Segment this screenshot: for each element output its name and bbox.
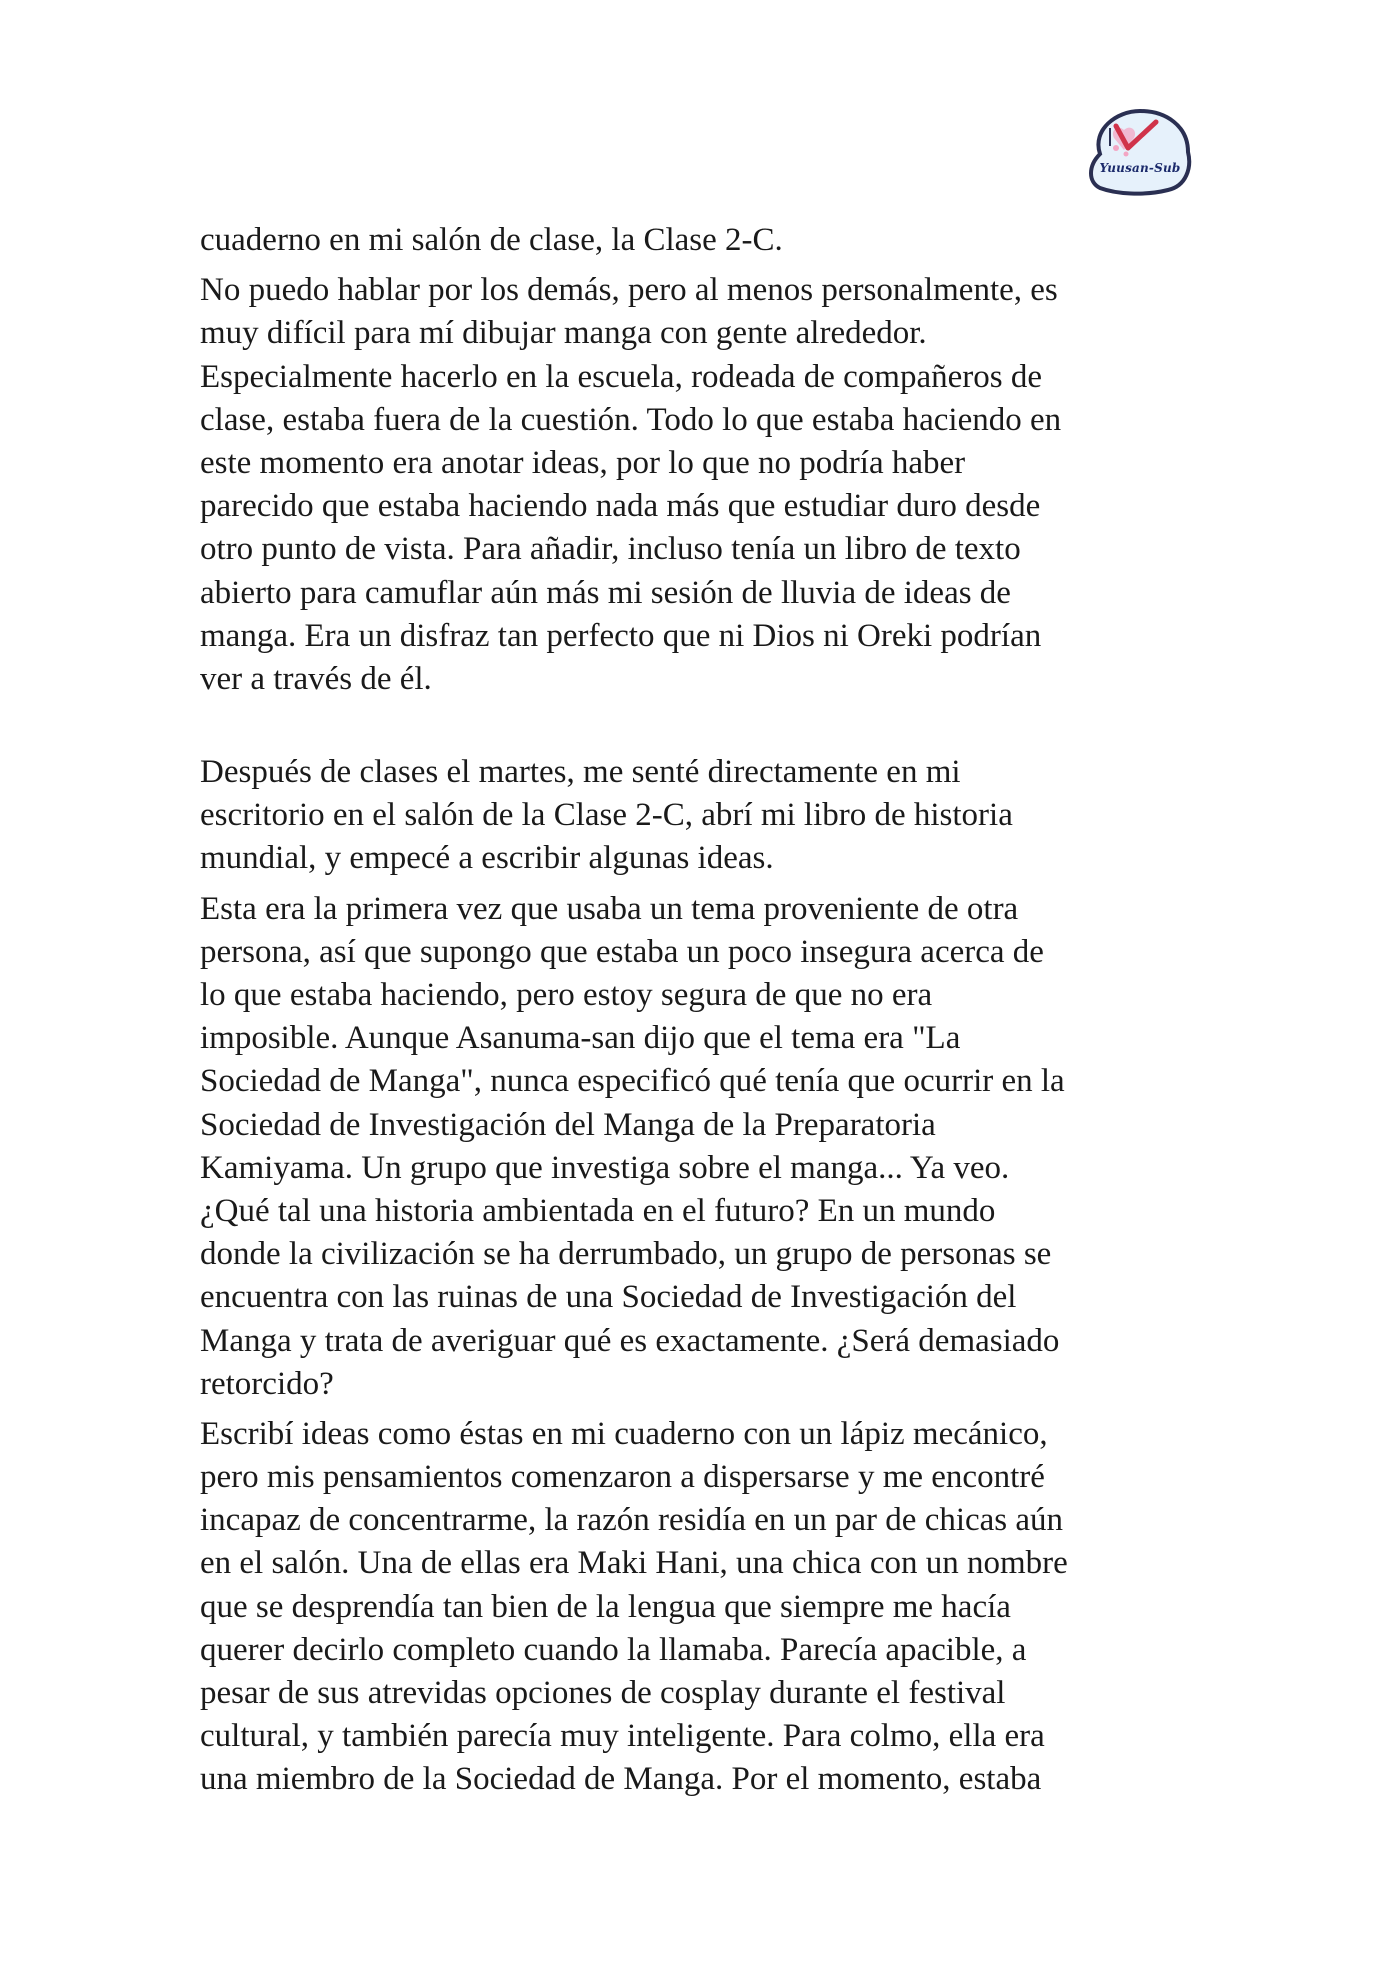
text-line: Sociedad de Investigación del Manga de la Preparatoria — [200, 1106, 936, 1143]
text-line: mundial, y empecé a escribir algunas ideas. — [200, 840, 774, 877]
text-line: manga. Era un disfraz tan perfecto que ni Dios ni Oreki podrían — [200, 617, 1042, 654]
text-line: cuaderno en mi salón de clase, la Clase 2-C. — [200, 222, 783, 258]
translator-logo — [1082, 108, 1198, 196]
paragraph — [200, 751, 1200, 881]
text-line: retorcido? — [200, 1365, 334, 1402]
text-line: Manga y trata de averiguar qué es exactamente. ¿Será demasiado — [200, 1322, 1060, 1359]
paragraph — [200, 1413, 1200, 1802]
paragraph — [200, 269, 1200, 701]
text-line: abierto para camuflar aún más mi sesión de lluvia de ideas de — [200, 574, 1011, 611]
text-line: que se desprendía tan bien de la lengua que siempre me hacía — [200, 1588, 1011, 1625]
text-line: cultural, y también parecía muy inteligente. Para colmo, ella era — [200, 1718, 1045, 1755]
text-line: pero mis pensamientos comenzaron a dispersarse y me encontré — [200, 1459, 1045, 1496]
text-line: muy difícil para mí dibujar manga con gente alrededor. — [200, 315, 927, 352]
heart-check-logo-icon — [1082, 108, 1198, 196]
text-line: incapaz de concentrarme, la razón residía en un par de chicas aún — [200, 1502, 1064, 1539]
text-line: otro punto de vista. Para añadir, incluso tenía un libro de texto — [200, 531, 1021, 568]
text-line: parecido que estaba haciendo nada más que estudiar duro desde — [200, 488, 1041, 525]
text-line: escritorio en el salón de la Clase 2-C, abrí mi libro de historia — [200, 797, 1013, 834]
text-line: donde la civilización se ha derrumbado, un grupo de personas se — [200, 1236, 1052, 1273]
text-line: clase, estaba fuera de la cuestión. Todo lo que estaba haciendo en — [200, 401, 1062, 438]
text-line: No puedo hablar por los demás, pero al menos personalmente, es — [200, 272, 1058, 309]
text-line: imposible. Aunque Asanuma-san dijo que el tema era "La — [200, 1020, 961, 1057]
text-line: pesar de sus atrevidas opciones de cosplay durante el festival — [200, 1675, 1006, 1711]
text-line: una miembro de la Sociedad de Manga. Por el momento, estaba — [200, 1761, 1042, 1798]
text-line: encuentra con las ruinas de una Sociedad de Investigación del — [200, 1279, 1017, 1316]
text-line: Esta era la primera vez que usaba un tema proveniente de otra — [200, 890, 1019, 927]
text-line: Después de clases el martes, me senté directamente en mi — [200, 754, 961, 791]
text-line: en el salón. Una de ellas era Maki Hani, una chica con un nombre — [200, 1545, 1068, 1582]
text-line: este momento era anotar ideas, por lo que no podría haber — [200, 444, 966, 481]
logo-text: Yuusan-Sub — [1099, 161, 1181, 175]
text-line: querer decirlo completo cuando la llamaba. Parecía apacible, a — [200, 1631, 1027, 1668]
text-line: lo que estaba haciendo, pero estoy segura de que no era — [200, 977, 933, 1013]
text-line: persona, así que supongo que estaba un poco insegura acerca de — [200, 933, 1044, 970]
text-line: Kamiyama. Un grupo que investiga sobre el manga... Ya veo. — [200, 1149, 1010, 1186]
text-line: Escribí ideas como éstas en mi cuaderno con un lápiz mecánico, — [200, 1415, 1048, 1452]
text-line: Especialmente hacerlo en la escuela, rodeada de compañeros de — [200, 358, 1042, 395]
text-line: ver a través de él. — [200, 660, 432, 697]
body-text — [200, 219, 1200, 1802]
paragraph — [200, 888, 1200, 1406]
paragraph — [200, 219, 1200, 262]
text-line: Sociedad de Manga", nunca especificó qué tenía que ocurrir en la — [200, 1063, 1065, 1100]
text-line: ¿Qué tal una historia ambientada en el futuro? En un mundo — [200, 1192, 996, 1229]
